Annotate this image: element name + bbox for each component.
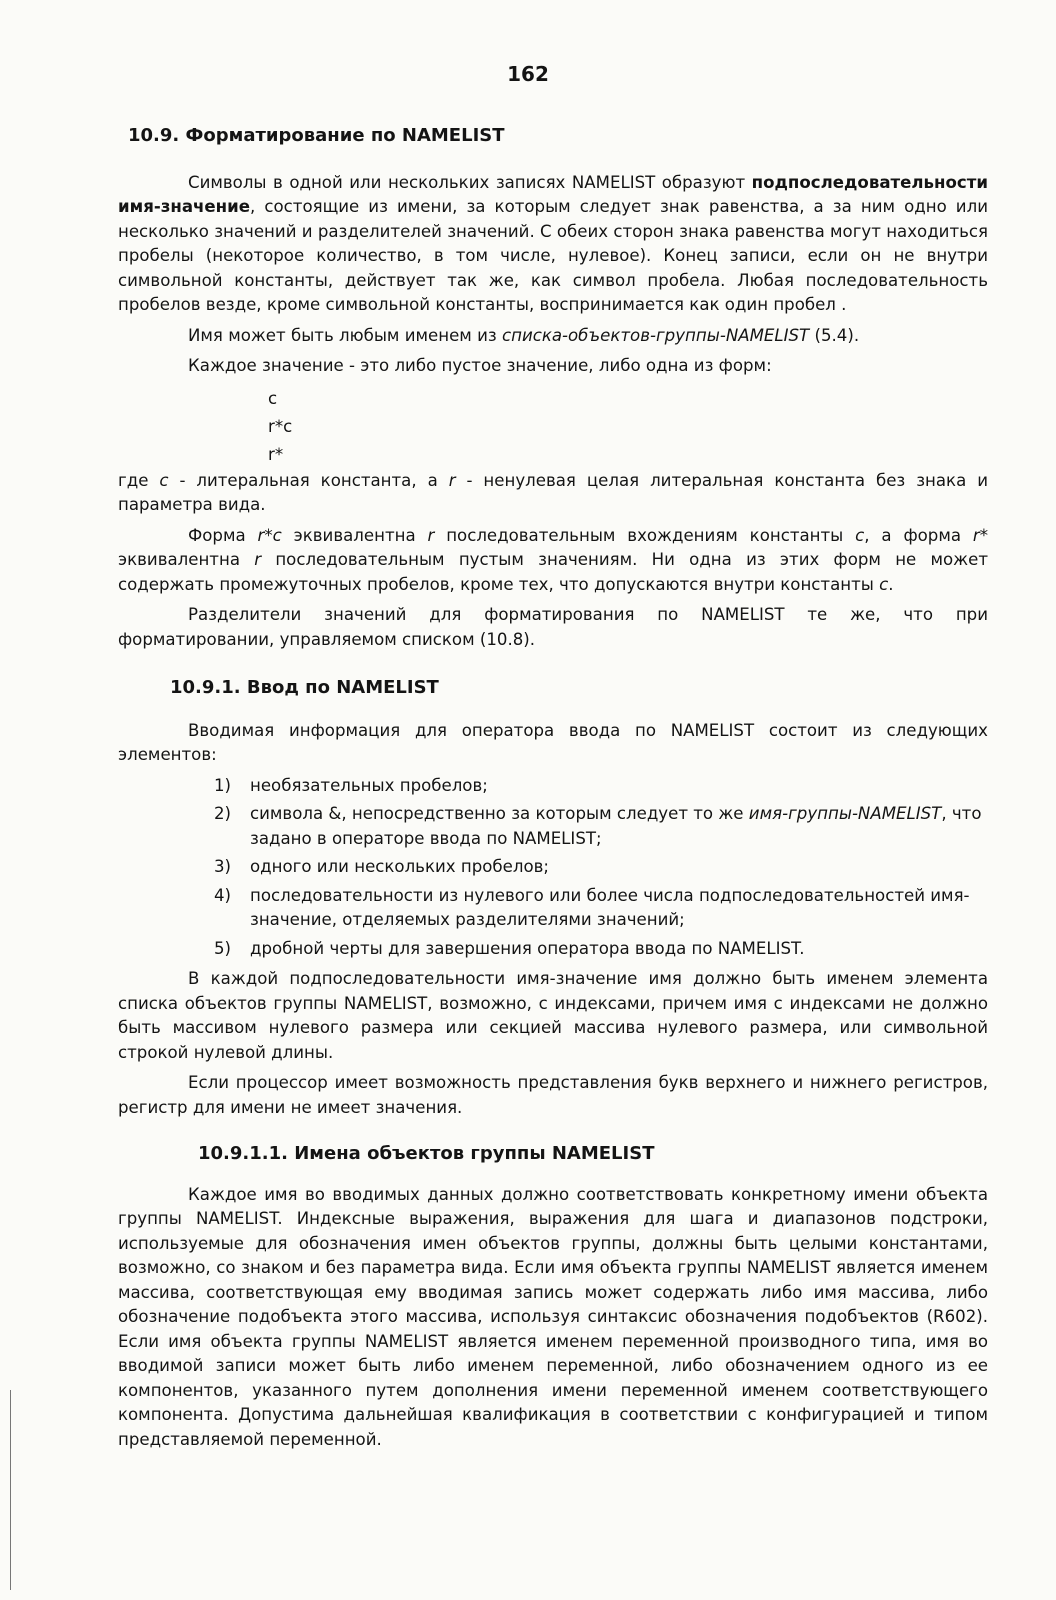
- paragraph-separators: Разделители значений для форматирования по NAMELIST те же, что при форматировании, управляемом списком (10.8).: [118, 605, 988, 649]
- form-r-star: r*: [268, 444, 284, 464]
- term-name-value: подпоследовательности имя-значение: [118, 172, 988, 216]
- list-item: 1) необязательных пробелов;: [214, 775, 488, 795]
- section-heading-10-9: 10.9. Форматирование по NAMELIST: [128, 125, 505, 146]
- page-content: [118, 118, 988, 1458]
- paragraph-name-value-rule: В каждой подпоследовательности имя-значение имя должно быть именем элемента списка объектов группы NAMELIST, возможно, с индексами, причем имя с индексами не должно быть массивом нулевого размера или секцией массива нулевого размера, или символьной строкой нулевой длины.: [118, 969, 988, 1062]
- list-item: 2) символа &, непосредственно за которым следует то же имя-группы-NAMELIST, что задано в операторе ввода по NAMELIST;: [214, 804, 982, 848]
- paragraph-form-equivalence: Форма r*c эквивалентна r последовательным вхождениям константы c, а форма r* эквивалентна r последовательным пустым значениям. Ни одна из этих форм не может содержать промежуточных пробелов, кроме тех, что допускаются внутри константы c.: [118, 525, 989, 594]
- list-item: 4) последовательности из нулевого или более числа подпоследовательностей имя-значение, отделяемых разделителями значений;: [214, 885, 970, 929]
- list-item: 3) одного или нескольких пробелов;: [214, 857, 549, 876]
- paragraph-value-forms: Каждое значение - это либо пустое значение, либо одна из форм:: [188, 356, 772, 375]
- form-r-star-c: r*c: [268, 416, 293, 436]
- paragraph-name: Имя может быть любым именем из списка-объектов-группы-NAMELIST (5.4).: [188, 325, 860, 345]
- scan-edge-line: [10, 1390, 11, 1590]
- section-heading-10-9-1-1: 10.9.1.1. Имена объектов группы NAMELIST: [198, 1143, 655, 1164]
- paragraph-letter-case: Если процессор имеет возможность представления букв верхнего и нижнего регистров, регистр для имени не имеет значения.: [118, 1073, 988, 1117]
- section-heading-10-9-1: 10.9.1. Ввод по NAMELIST: [170, 677, 439, 698]
- paragraph-symbols: Символы в одной или нескольких записях NAMELIST образуют подпоследовательности имя-значение, состоящие из имени, за которым следует знак равенства, а за ним одно или несколько значений и разделителей значений. С обеих сторон знака равенства могут находиться пробелы (некоторое количество, в том числе, нулевое). Конец записи, если он не внутри символьной константы, действует так же, как символ пробела. Любая последовательность пробелов везде, кроме символьной константы, воспринимается как один пробел .: [118, 172, 988, 314]
- value-forms-list: [268, 385, 988, 469]
- paragraph-where: где c - литеральная константа, а r - ненулевая целая литеральная константа без знака и параметра вида.: [118, 470, 988, 514]
- page-number: 162: [507, 62, 549, 86]
- input-elements-list: [214, 774, 988, 962]
- form-c: c: [268, 388, 278, 408]
- list-item: 5) дробной черты для завершения оператора ввода по NAMELIST.: [214, 938, 805, 958]
- paragraph-input-intro: Вводимая информация для оператора ввода по NAMELIST состоит из следующих элементов:: [118, 720, 988, 764]
- paragraph-group-object-names: Каждое имя во вводимых данных должно соответствовать конкретному имени объекта группы NAMELIST. Индексные выражения, выражения для шага и диапазонов подстроки, используемые для обозначения имен объектов группы, должны быть целыми константами, возможно, со знаком и без параметра вида. Если имя объекта группы NAMELIST является именем массива, соответствующая ему вводимая запись может содержать либо имя массива, либо обозначение подобъекта этого массива, используя синтаксис обозначения подобъектов (R602). Если имя объекта группы NAMELIST является именем переменной производного типа, имя во вводимой записи может быть либо именем переменной, либо обозначением одного из ее компонентов, указанного путем дополнения имени переменной именем соответствующего компонента. Допустима дальнейшая квалификация в соответствии с конфигурацией и типом представляемой переменной.: [118, 1184, 988, 1449]
